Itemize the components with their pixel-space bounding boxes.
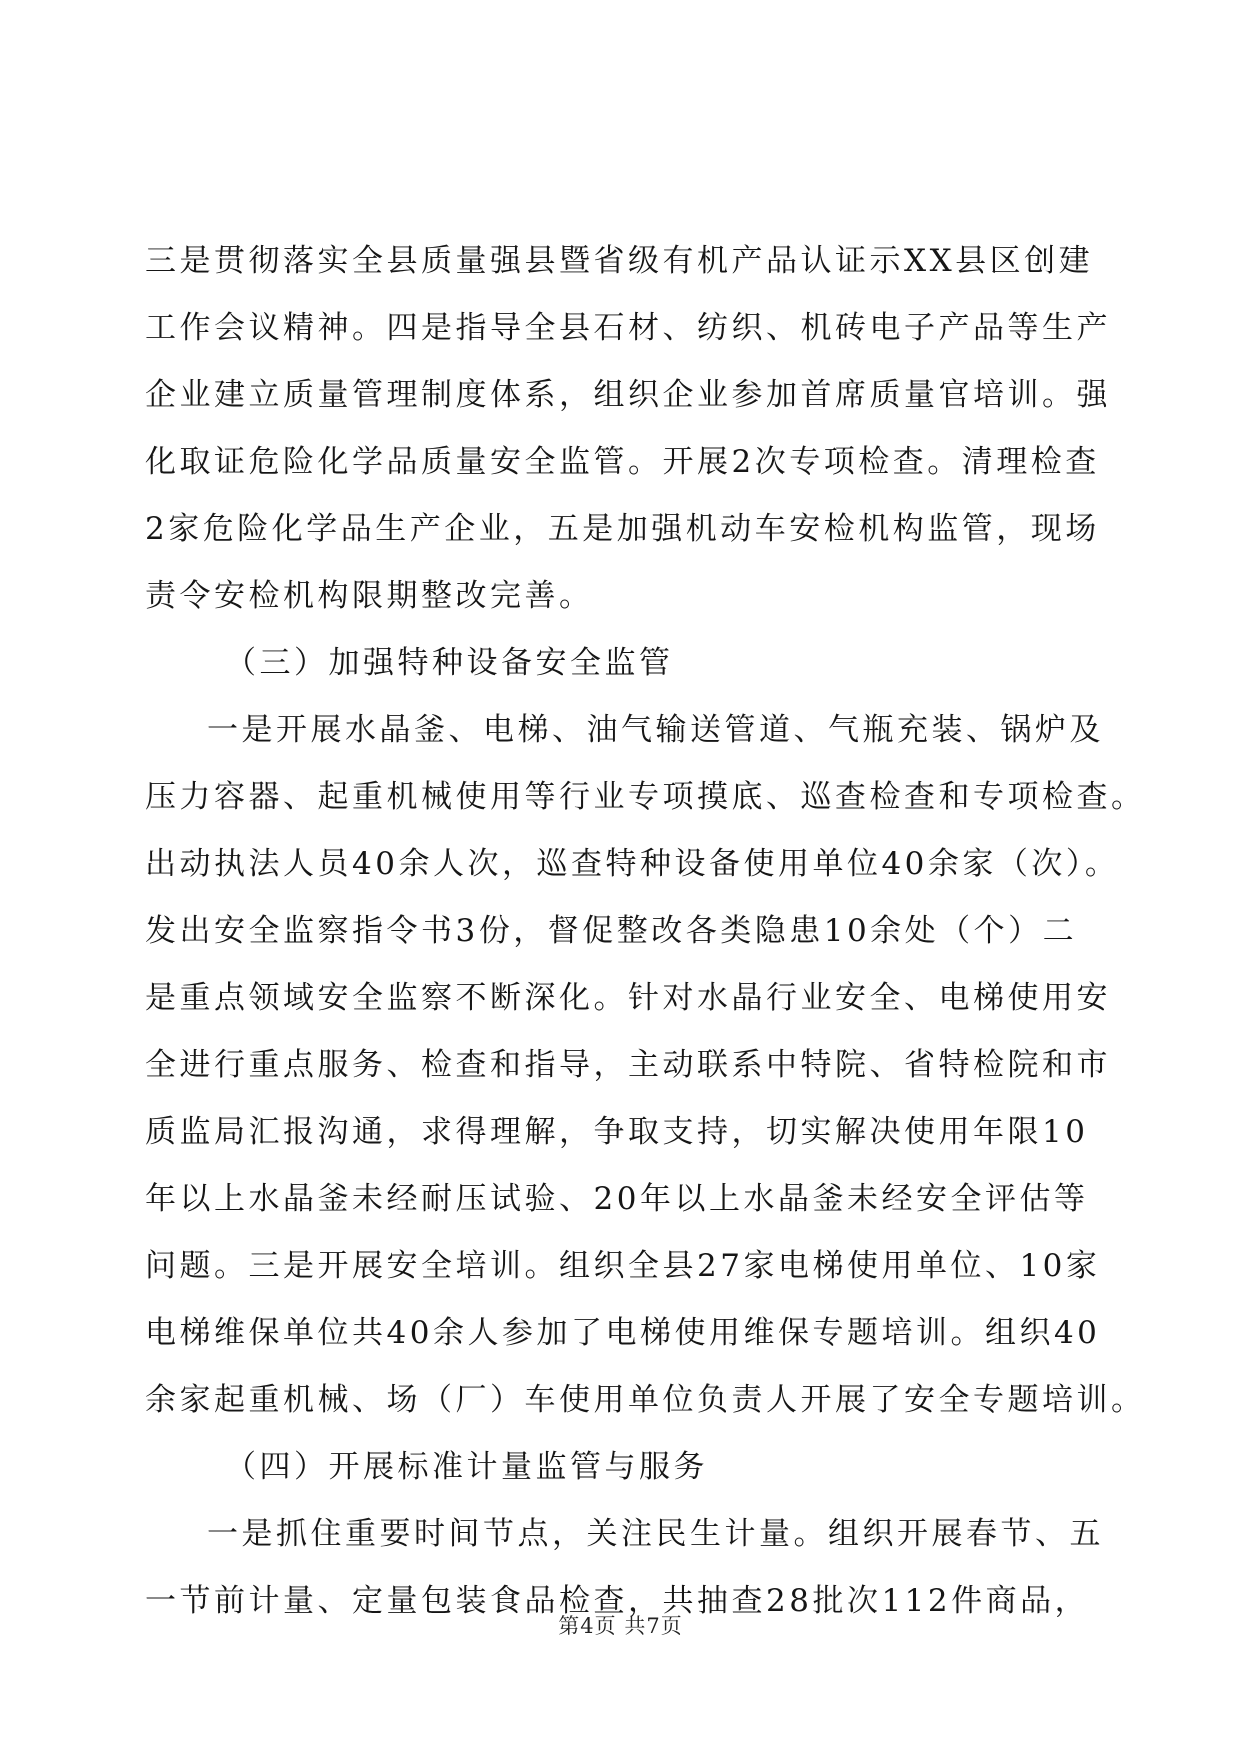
paragraph-line: 责令安检机构限期整改完善。	[145, 578, 594, 614]
paragraph-line: 一节前计量、定量包装食品检查，共抽查28批次112件商品，	[145, 1583, 1090, 1619]
paragraph-line: 年以上水晶釜未经耐压试验、20年以上水晶釜未经安全评估等	[145, 1181, 1089, 1217]
paragraph-line: 问题。三是开展安全培训。组织全县27家电梯使用单位、10家	[145, 1248, 1101, 1284]
paragraph-line: 化取证危险化学品质量安全监管。开展2次专项检查。清理检查	[145, 444, 1100, 480]
paragraph-line: 出动执法人员40余人次，巡查特种设备使用单位40余家（次）。	[145, 846, 1120, 882]
paragraph-line: 质监局汇报沟通，求得理解，争取支持，切实解决使用年限10	[145, 1114, 1089, 1150]
page-number-label: 第4页 共7页	[558, 1614, 683, 1638]
paragraph-line: 电梯维保单位共40余人参加了电梯使用维保专题培训。组织40	[145, 1315, 1101, 1351]
paragraph-line: 企业建立质量管理制度体系，组织企业参加首席质量官培训。强	[145, 377, 1111, 413]
paragraph-line: 工作会议精神。四是指导全县石材、纺织、机砖电子产品等生产	[145, 310, 1111, 346]
paragraph-line: 一是开展水晶釜、电梯、油气输送管道、气瓶充装、锅炉及	[207, 712, 1104, 748]
document-body	[145, 228, 1146, 1635]
paragraph-line: 一是抓住重要时间节点，关注民生计量。组织开展春节、五	[207, 1516, 1104, 1552]
paragraph-line: 压力容器、起重机械使用等行业专项摸底、巡查检查和专项检查。	[145, 779, 1146, 815]
paragraph-line: 发出安全监察指令书3份，督促整改各类隐患10余处（个）二	[145, 913, 1078, 949]
paragraph-line: 余家起重机械、场（厂）车使用单位负责人开展了安全专题培训。	[145, 1382, 1146, 1418]
paragraph-line: 2家危险化学品生产企业，五是加强机动车安检机构监管，现场	[145, 511, 1100, 547]
page-footer	[0, 1610, 1241, 1640]
section-heading: （四）开展标准计量监管与服务	[225, 1449, 708, 1485]
paragraph-line: 全进行重点服务、检查和指导，主动联系中特院、省特检院和市	[145, 1047, 1111, 1083]
paragraph-line: 是重点领域安全监察不断深化。针对水晶行业安全、电梯使用安	[145, 980, 1111, 1016]
section-heading: （三）加强特种设备安全监管	[225, 645, 674, 681]
paragraph-line: 三是贯彻落实全县质量强县暨省级有机产品认证示XX县区创建	[145, 243, 1094, 279]
